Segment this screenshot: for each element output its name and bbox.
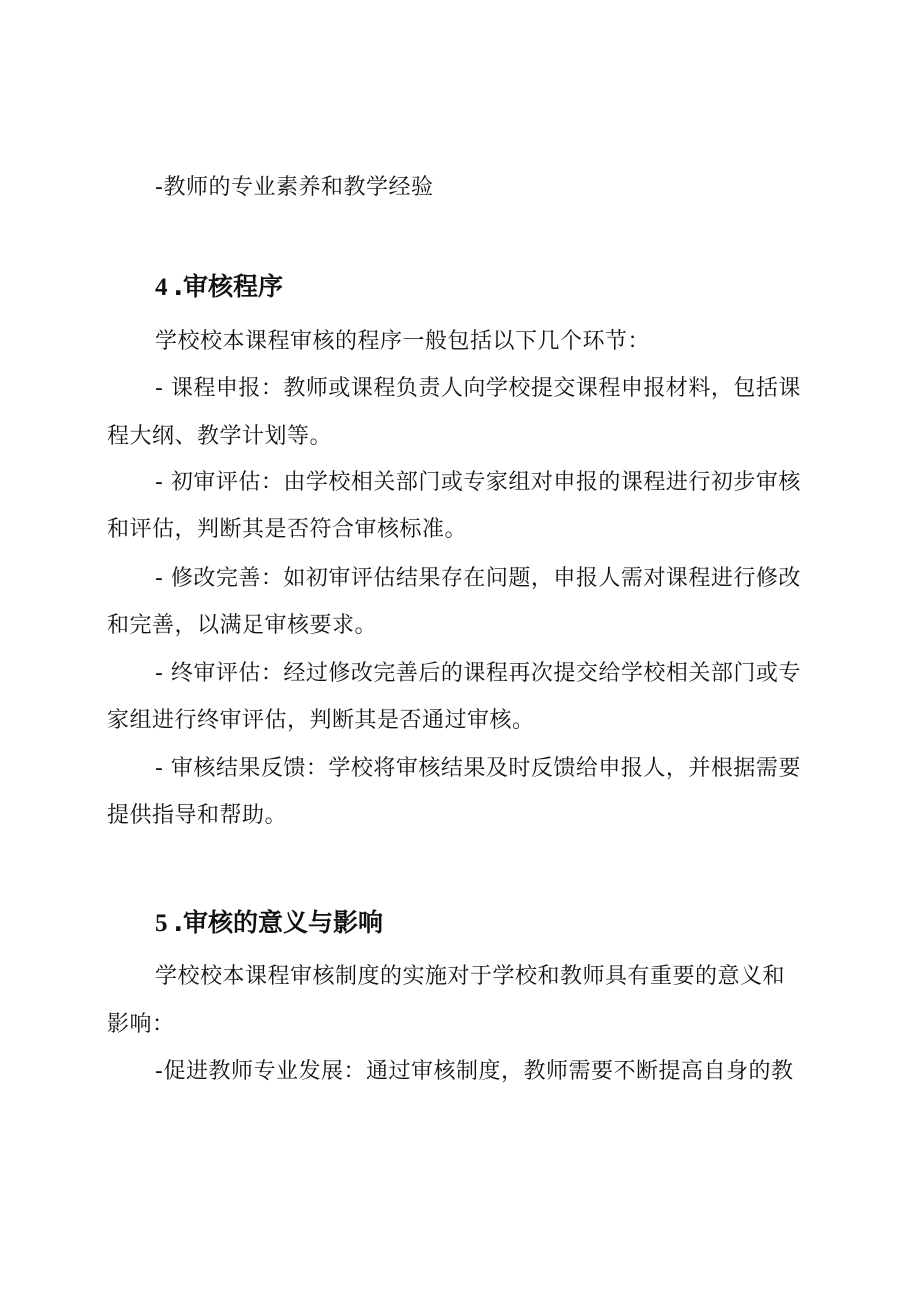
section-4-heading xyxy=(155,270,283,305)
step-course-application-line2: 程大纲、教学计划等。 xyxy=(107,424,333,449)
section-5-heading xyxy=(155,906,383,941)
step-final-review-line2: 家组进行终审评估，判断其是否通过审核。 xyxy=(107,708,535,733)
section-4-title: .审核程序 xyxy=(173,272,283,301)
section-4-intro: 学校校本课程审核的程序一般包括以下几个环节： xyxy=(155,329,651,354)
step-final-review-line1: - 终审评估：经过修改完善后的课程再次提交给学校相关部门或专 xyxy=(155,661,801,686)
step-result-feedback-line1: - 审核结果反馈：学校将审核结果及时反馈给申报人，并根据需要 xyxy=(155,756,801,781)
section-5-intro-line1: 学校校本课程审核制度的实施对于学校和教师具有重要的意义和 xyxy=(155,964,786,989)
list-item-promote-development: -促进教师专业发展：通过审核制度，教师需要不断提高自身的教 xyxy=(155,1059,794,1084)
list-item-teacher-quality: -教师的专业素养和教学经验 xyxy=(155,175,434,200)
step-revision-line1: - 修改完善：如初审评估结果存在问题，申报人需对课程进行修改 xyxy=(155,566,801,591)
section-5-intro-line2: 影响： xyxy=(107,1012,175,1037)
step-revision-line2: 和完善，以满足审核要求。 xyxy=(107,613,378,638)
step-course-application-line1: - 课程申报：教师或课程负责人向学校提交课程申报材料，包括课 xyxy=(155,376,801,401)
section-5-title: .审核的意义与影响 xyxy=(173,908,383,937)
step-result-feedback-line2: 提供指导和帮助。 xyxy=(107,803,288,828)
step-initial-review-line2: 和评估，判断其是否符合审核标准。 xyxy=(107,517,468,542)
section-4-number: 4 xyxy=(155,274,168,301)
section-5-number: 5 xyxy=(155,910,168,937)
step-initial-review-line1: - 初审评估：由学校相关部门或专家组对申报的课程进行初步审核 xyxy=(155,470,801,495)
